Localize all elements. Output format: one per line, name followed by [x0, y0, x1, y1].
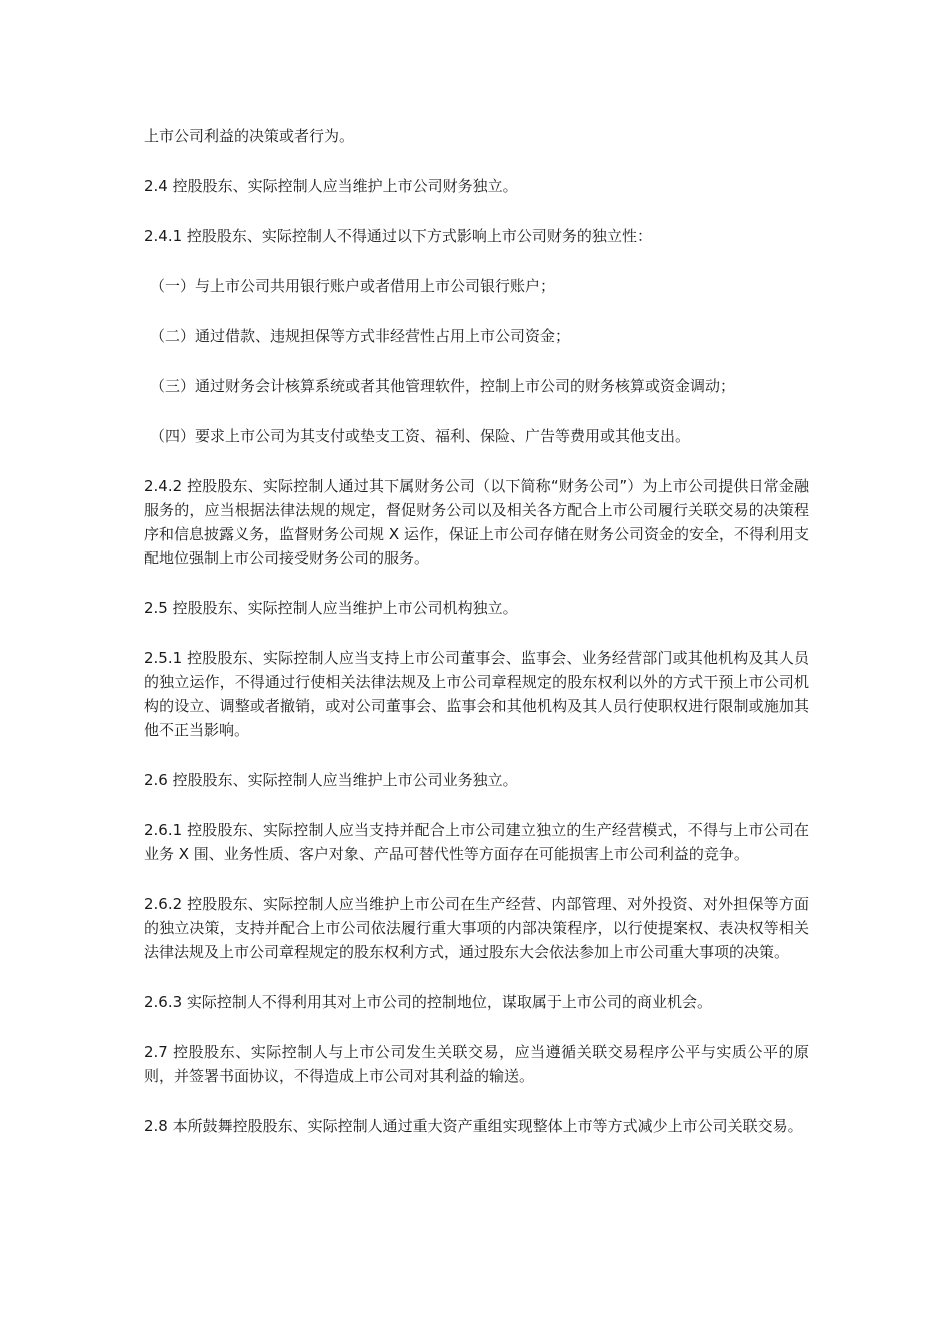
document-page	[144, 124, 809, 1164]
paragraph-2-4-2: 2.4.2 控股股东、实际控制人通过其下属财务公司（以下简称“财务公司”）为上市公司提供日常金融服务的，应当根据法律法规的规定，督促财务公司以及相关各方配合上市公司履行关联交易的决策程序和信息披露义务，监督财务公司规 X 运作，保证上市公司存储在财务公司资金的安全，不得利用支配地位强制上市公司接受财务公司的服务。	[144, 477, 809, 567]
paragraph-2-4-1: 2.4.1 控股股东、实际控制人不得通过以下方式影响上市公司财务的独立性：	[144, 227, 652, 245]
paragraph-2-7: 2.7 控股股东、实际控制人与上市公司发生关联交易，应当遵循关联交易程序公平与实质公平的原则，并签署书面协议，不得造成上市公司对其利益的输送。	[144, 1043, 809, 1085]
paragraph-2-4: 2.4 控股股东、实际控制人应当维护上市公司财务独立。	[144, 177, 518, 195]
paragraph-continuation: 上市公司利益的决策或者行为。	[144, 127, 355, 145]
paragraph-2-6-3: 2.6.3 实际控制人不得利用其对上市公司的控制地位，谋取属于上市公司的商业机会。	[144, 993, 712, 1011]
list-item-3: （三）通过财务会计核算系统或者其他管理软件，控制上市公司的财务核算或资金调动；	[150, 377, 736, 395]
list-item-1: （一）与上市公司共用银行账户或者借用上市公司银行账户；	[150, 277, 556, 295]
paragraph-2-6-2: 2.6.2 控股股东、实际控制人应当维护上市公司在生产经营、内部管理、对外投资、对外担保等方面的独立决策，支持并配合上市公司依法履行重大事项的内部决策程序，以行使提案权、表决权等相关法律法规及上市公司章程规定的股东权利方式，通过股东大会依法参加上市公司重大事项的决策。	[144, 895, 809, 961]
paragraph-2-5: 2.5 控股股东、实际控制人应当维护上市公司机构独立。	[144, 599, 518, 617]
list-item-2: （二）通过借款、违规担保等方式非经营性占用上市公司资金；	[150, 327, 571, 345]
list-item-4: （四）要求上市公司为其支付或垫支工资、福利、保险、广告等费用或其他支出。	[150, 427, 691, 445]
paragraph-2-5-1: 2.5.1 控股股东、实际控制人应当支持上市公司董事会、监事会、业务经营部门或其他机构及其人员的独立运作，不得通过行使相关法律法规及上市公司章程规定的股东权利以外的方式干预上市公司机构的设立、调整或者撤销，或对公司董事会、监事会和其他机构及其人员行使职权进行限制或施加其他不正当影响。	[144, 649, 809, 739]
paragraph-2-6: 2.6 控股股东、实际控制人应当维护上市公司业务独立。	[144, 771, 518, 789]
paragraph-2-8: 2.8 本所鼓舞控股股东、实际控制人通过重大资产重组实现整体上市等方式减少上市公司关联交易。	[144, 1117, 803, 1135]
paragraph-2-6-1: 2.6.1 控股股东、实际控制人应当支持并配合上市公司建立独立的生产经营模式，不得与上市公司在业务 X 围、业务性质、客户对象、产品可替代性等方面存在可能损害上市公司利益的竞争。	[144, 821, 809, 863]
